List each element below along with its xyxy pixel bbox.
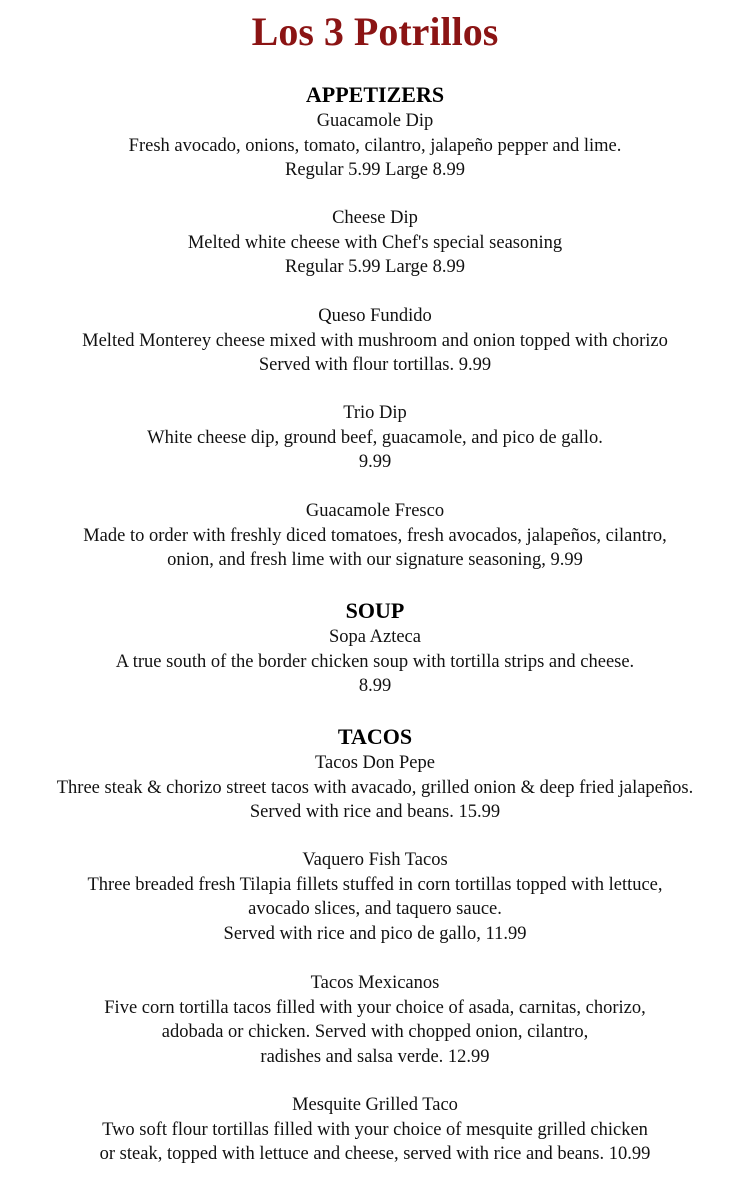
menu-item-description: Served with rice and pico de gallo, 11.99 [223,923,527,944]
menu-item-guacamole-fresco [0,499,750,573]
menu-item-description: Fresh avocado, onions, tomato, cilantro, jalapeño pepper and lime. [128,135,622,156]
menu-item-trio-dip [0,401,750,475]
section-heading-appetizers: APPETIZERS [305,82,445,107]
menu-item-description: Served with rice and beans. 15.99 [249,802,501,822]
menu-item-tacos-mexicanos [0,971,750,1069]
menu-item-name: Guacamole Fresco [305,501,445,521]
menu-item-mesquite-grilled-taco [0,1093,750,1167]
menu-item-name: Mesquite Grilled Taco [292,1095,458,1115]
menu-item-cheese-dip [0,206,750,280]
menu-item-description: A true south of the border chicken soup with tortilla strips and cheese. [115,651,635,672]
menu-item-description: Two soft flour tortillas filled with your choice of mesquite grilled chicken [102,1119,648,1140]
section-heading-soup: SOUP [345,598,405,623]
menu-item-queso-fundido [0,304,750,378]
menu-item-description: Three steak & chorizo street tacos with avacado, grilled onion & deep fried jalapeños. [56,777,694,798]
menu-item-tacos-don-pepe [0,751,750,825]
menu-item-price: 8.99 [358,676,392,696]
menu-item-description: Melted white cheese with Chef's special seasoning [187,232,563,253]
menu-item-description: onion, and fresh lime with our signature seasoning, 9.99 [167,550,583,570]
menu-item-name: Cheese Dip [332,208,418,228]
menu-item-name: Tacos Don Pepe [315,753,435,773]
menu-item-description: White cheese dip, ground beef, guacamole, and pico de gallo. [147,427,603,448]
menu-item-guacamole-dip [0,109,750,183]
menu-item-description: adobada or chicken. Served with chopped onion, cilantro, [161,1022,589,1042]
menu-item-description: Five corn tortilla tacos filled with your choice of asada, carnitas, chorizo, [104,997,646,1018]
menu-item-vaquero-fish-tacos [0,848,750,946]
menu-item-name: Vaquero Fish Tacos [302,850,448,870]
menu-item-description: or steak, topped with lettuce and cheese, served with rice and beans. 10.99 [99,1144,651,1164]
menu-item-description: Three breaded fresh Tilapia fillets stuffed in corn tortillas topped with lettuce, [87,874,663,895]
menu-item-price: Regular 5.99 Large 8.99 [285,257,465,277]
menu-item-name: Sopa Azteca [329,627,421,647]
menu-item-price: 9.99 [358,452,392,472]
menu-item-name: Guacamole Dip [316,111,434,131]
menu-item-price: Regular 5.99 Large 8.99 [285,160,465,180]
menu-item-description: Melted Monterey cheese mixed with mushroom and onion topped with chorizo [82,330,668,351]
restaurant-title: Los 3 Potrillos [251,9,499,54]
menu-item-description: Made to order with freshly diced tomatoes, fresh avocados, jalapeños, cilantro, [83,525,667,546]
menu-item-description: avocado slices, and taquero sauce. [248,899,502,919]
menu-item-name: Queso Fundido [318,306,432,326]
menu-item-name: Tacos Mexicanos [310,973,440,993]
menu-item-description: radishes and salsa verde. 12.99 [260,1046,490,1067]
section-heading-tacos: TACOS [337,724,413,749]
menu-item-description: Served with flour tortillas. 9.99 [258,355,492,375]
menu-item-sopa-azteca [0,625,750,699]
menu-item-name: Trio Dip [343,403,407,423]
